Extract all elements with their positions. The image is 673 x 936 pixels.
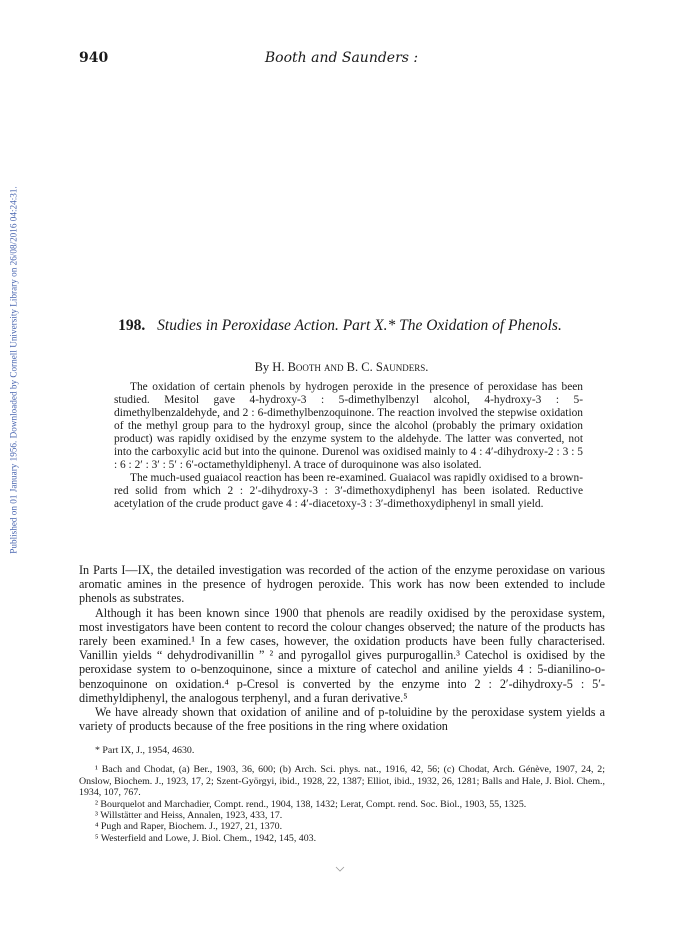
- body-paragraph: Although it has been known since 1900 that phenols are readily oxidised by the peroxidase system, most investigators have been content to record the colour changes observed; the nature of the products has rarely been examined.¹ In a few cases, however, the oxidation products have been fully characterised. Vanillin yields “ dehydrodivanillin ” ² and pyrogallol gives purpurogallin.³ Catechol is oxidised by the peroxidase system to o-benzoquinone, since a mixture of catechol and aniline yields 4 : 5-dianilino-o-benzoquinone on oxidation.⁴ p-Cresol is converted by the enzyme into 2 : 2′-dihydroxy-5 : 5′-dimethyldiphenyl, the analogous terphenyl, and a furan derivative.⁵: [79, 605, 605, 705]
- abstract-paragraph: The much-used guaiacol reaction has been re-examined. Guaiacol was rapidly oxidised to a brown-red solid from which 2 : 2′-dihydroxy-3 : 3′-dimethoxydiphenyl has been isolated. Reductive acetylation of the crude product gave 4 : 4′-diacetoxy-3 : 3′-dimethoxydiphenyl in small yield.: [114, 472, 583, 510]
- article-number: 198.: [118, 317, 146, 334]
- byline: [79, 360, 604, 375]
- footnotes: [79, 745, 605, 844]
- footnote: * Part IX, J., 1954, 4630.: [95, 745, 195, 756]
- footnote: ³ Willstätter and Heiss, Annalen, 1923, 433, 17.: [95, 810, 283, 822]
- article-title: [90, 317, 590, 334]
- download-notice-text: Published on 01 January 1956. Downloaded by Cornell University Library on 26/08/2016 04:24:31.: [9, 186, 19, 554]
- page-number: 940: [79, 50, 109, 66]
- body-paragraph: We have already shown that oxidation of aniline and of p-toluidine by the peroxidase system yields a variety of products because of the free positions in the ring where oxidation: [79, 705, 605, 734]
- footnote: ² Bourquelot and Marchadier, Compt. rend., 1904, 138, 1432; Lerat, Compt. rend. Soc. Biol., 1903, 55, 1325.: [95, 798, 527, 810]
- byline-authors: H. Booth and B. C. Saunders.: [272, 360, 429, 374]
- abstract: [114, 381, 583, 511]
- article-title-text: Studies in Peroxidase Action. Part X.* The Oxidation of Phenols.: [157, 317, 562, 334]
- abstract-paragraph: The oxidation of certain phenols by hydrogen peroxide in the presence of peroxidase has been studied. Mesitol gave 4-hydroxy-3 : 5-dimethylbenzyl alcohol, 4-hydroxy-3 : 5-dimethylbenzaldehyde, and 2 : 6-dimethylbenzoquinone. The reaction involved the stepwise oxidation of the methyl group para to the hydroxyl group, since the alcohol (probably the primary oxidation product) was rapidly oxidised by the enzyme system to the aldehyde. The latter was converted, not into the carboxylic acid but into the quinone. Durenol was oxidised mainly to 4 : 4′-dihydroxy-2 : 3 : 5 : 6 : 2′ : 3′ : 5′ : 6′-octamethyldiphenyl. A trace of duroquinone was also isolated.: [114, 381, 583, 471]
- byline-prefix: By: [254, 360, 270, 374]
- page-header: [79, 50, 604, 70]
- body-text: [79, 563, 605, 733]
- footnote: ⁵ Westerfield and Lowe, J. Biol. Chem., 1942, 145, 403.: [95, 832, 317, 844]
- footnote: ⁴ Pugh and Raper, Biochem. J., 1927, 21, 1370.: [95, 821, 283, 833]
- running-head: Booth and Saunders :: [264, 50, 419, 66]
- body-paragraph: In Parts I—IX, the detailed investigation was recorded of the action of the enzyme peroxidase on various aromatic amines in the presence of hydrogen peroxide. This work has now been extended to include phenols as substrates.: [79, 563, 605, 606]
- page-end-mark: [330, 858, 350, 866]
- footnote: ¹ Bach and Chodat, (a) Ber., 1903, 36, 600; (b) Arch. Sci. phys. nat., 1916, 42, 56; (c) Chodat, Arch. Génève, 1907, 24, 2; Onslow, Biochem. J., 1923, 17, 2; Szent-Györgyi, ibid., 1928, 22, 1387; Elliot, ibid., 1932, 26, 1281; Balls and Hale, J. Biol. Chem., 1934, 107, 767.: [79, 764, 605, 799]
- download-notice: [0, 150, 28, 590]
